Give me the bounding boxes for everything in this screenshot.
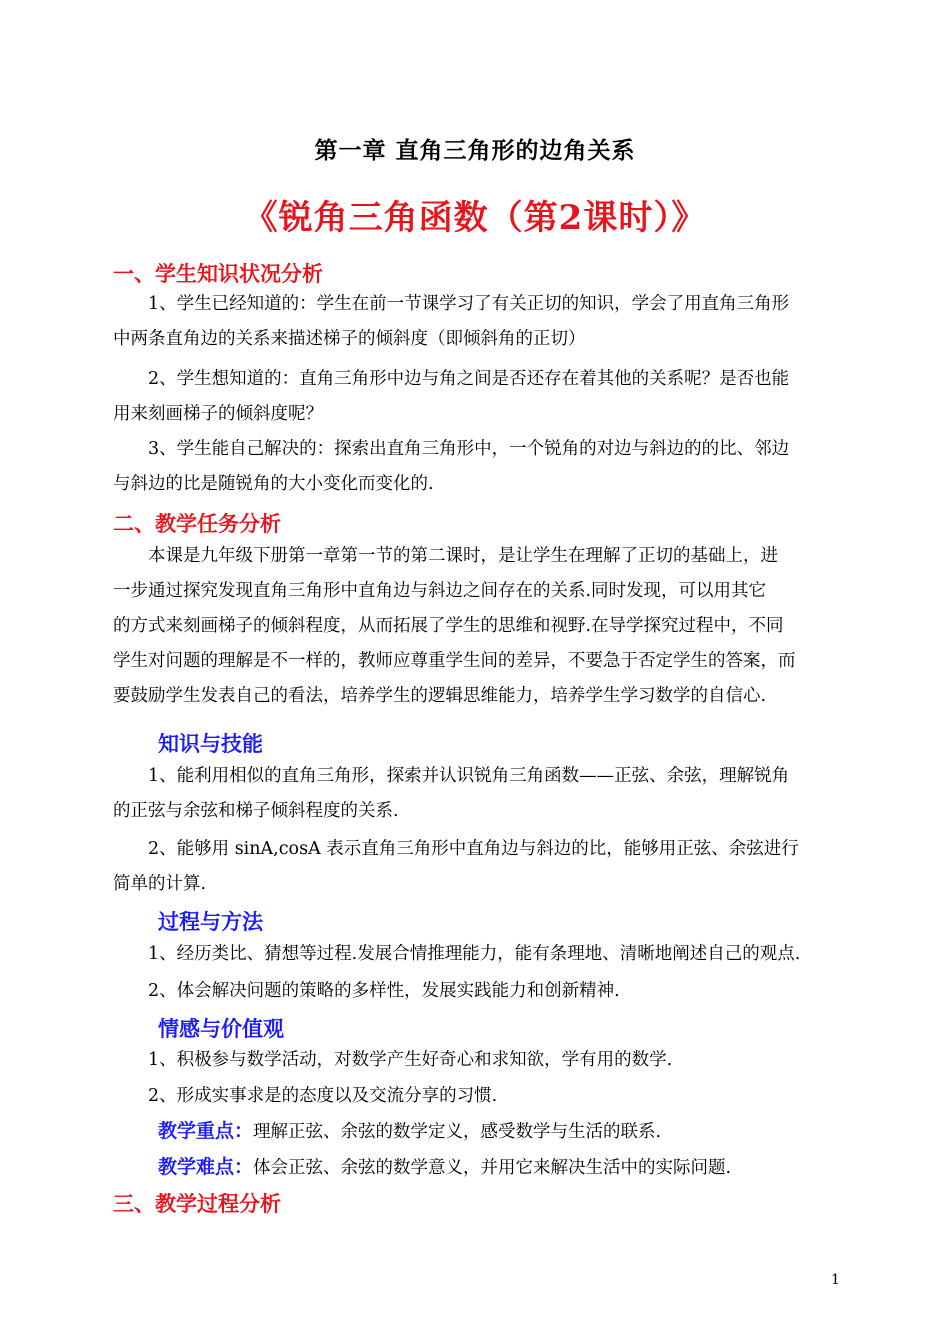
teaching-focus-text: 理解正弦、余弦的数学定义，感受数学与生活的联系. [253, 1122, 662, 1142]
teaching-difficulty [158, 1150, 731, 1186]
lesson-title: 《锐角三角函数（第2课时）》 [243, 198, 707, 238]
process-heading: 过程与方法 [158, 909, 263, 934]
chapter-title: 第一章 直角三角形的边角关系 [314, 137, 636, 164]
section2-heading: 二、教学任务分析 [113, 511, 281, 536]
section2-paragraph: 本课是九年级下册第一章第一节的第二课时，是让学生在理解了正切的基础上，进 一步通过探究发现直角三角形中直角边与斜边之间存在的关系.同时发现，可以用其它 的方式来刻画梯子的倾斜程度，从而拓展了学生的思维和视野.在导学探究过程中，不同 学生对问题的理解是不一样的，教师应尊重学生间的差异，不要急于否定学生的答案，而 要鼓励学生发表自己的看法，培养学生的逻辑思维能力，培养学生学习数学的自信心. [113, 546, 796, 706]
teaching-focus [158, 1114, 661, 1150]
teaching-difficulty-text: 体会正弦、余弦的数学意义，并用它来解决生活中的实际问题. [253, 1158, 732, 1178]
page-number: 1 [831, 1272, 840, 1288]
section1-paragraph-1: 1、学生已经知道的：学生在前一节课学习了有关正切的知识，学会了用直角三角形 中两条直角边的关系来描述梯子的倾斜度（即倾斜角的正切） [113, 294, 790, 349]
emotion-paragraph-2: 2、形成实事求是的态度以及交流分享的习惯. [148, 1086, 498, 1106]
emotion-heading: 情感与价值观 [158, 1016, 284, 1041]
teaching-focus-label: 教学重点： [158, 1120, 254, 1142]
section1-paragraph-2: 2、学生想知道的：直角三角形中边与角之间是否还存在着其他的关系呢？是否也能 用来刻画梯子的倾斜度呢？ [113, 369, 790, 424]
process-paragraph-2: 2、体会解决问题的策略的多样性，发展实践能力和创新精神. [148, 981, 620, 1001]
knowledge-paragraph-2: 2、能够用 sinA,cosA 表示直角三角形中直角边与斜边的比，能够用正弦、余弦进行 简单的计算. [113, 839, 799, 894]
section1-paragraph-3: 3、学生能自己解决的：探索出直角三角形中，一个锐角的对边与斜边的的比、邻边 与斜边的比是随锐角的大小变化而变化的. [113, 439, 790, 494]
teaching-difficulty-label: 教学难点： [158, 1156, 254, 1178]
section1-heading: 一、学生知识状况分析 [113, 261, 323, 286]
knowledge-paragraph-1: 1、能利用相似的直角三角形，探索并认识锐角三角函数——正弦、余弦，理解锐角 的正弦与余弦和梯子倾斜程度的关系. [113, 766, 790, 821]
knowledge-heading: 知识与技能 [158, 731, 263, 756]
emotion-paragraph-1: 1、积极参与数学活动，对数学产生好奇心和求知欲，学有用的数学. [148, 1050, 673, 1070]
process-paragraph-1: 1、经历类比、猜想等过程.发展合情推理能力，能有条理地、清晰地阐述自己的观点. [148, 944, 801, 964]
section3-heading: 三、教学过程分析 [113, 1191, 281, 1216]
